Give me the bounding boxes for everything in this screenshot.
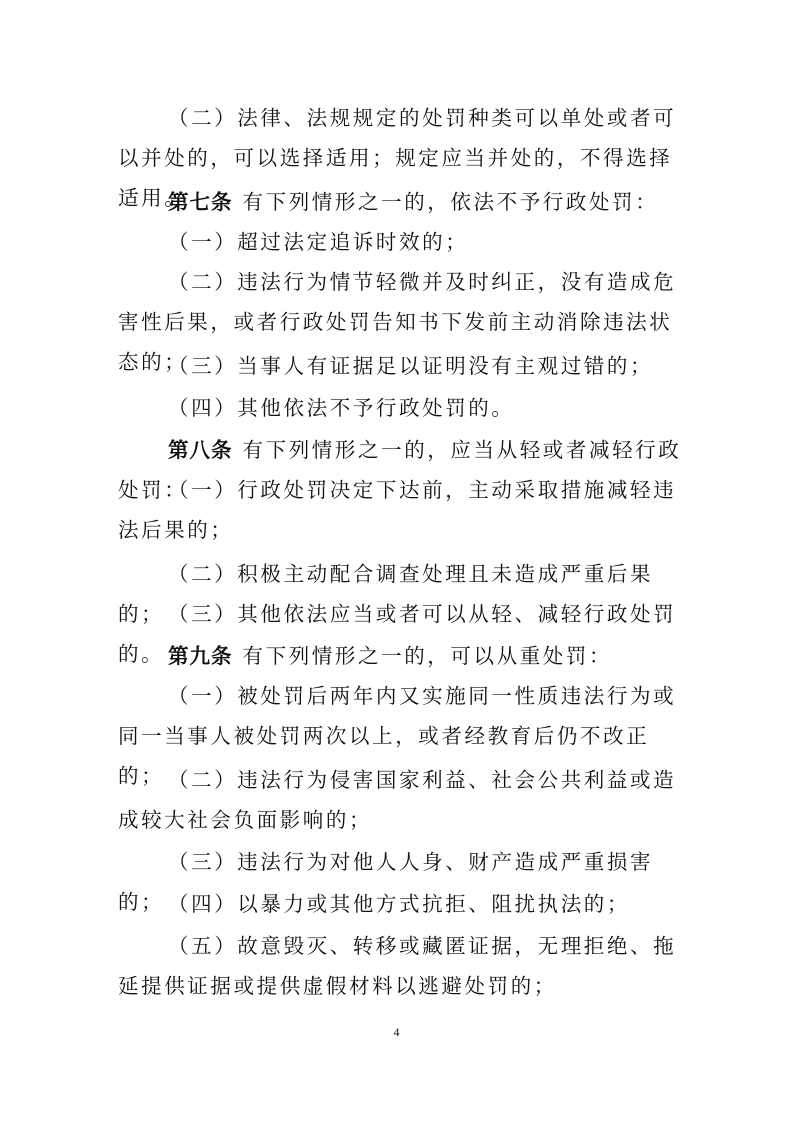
paragraph-text: （四）以暴力或其他方式抗拒、阻扰执法的； xyxy=(168,892,630,916)
article-7-item-4 xyxy=(118,388,690,428)
article-9-item-5 xyxy=(118,926,690,1006)
article-7-item-3 xyxy=(118,346,690,386)
paragraph-text: （一）行政处罚决定下达前，主动采取措施减轻违法后果的； xyxy=(118,478,677,542)
article-7-heading xyxy=(118,182,690,222)
paragraph-text: （五）故意毁灭、转移或藏匿证据，无理拒绝、拖延提供证据或提供虚假材料以逃避处罚的； xyxy=(118,934,677,998)
paragraph-text: （四）其他依法不予行政处罚的。 xyxy=(168,396,515,420)
paragraph-text: （二）违法行为情节轻微并及时纠正，没有造成危害性后果，或者行政处罚告知书下发前主动消除违法状态的； xyxy=(118,270,677,374)
paragraph-text: （一）被处罚后两年内又实施同一性质违法行为或同一当事人被处罚两次以上，或者经教育后仍不改正的； xyxy=(118,684,677,788)
paragraph-text: 有下列情形之一的，可以从重处罚： xyxy=(242,644,613,668)
paragraph-text: （三）其他依法应当或者可以从轻、减轻行政处罚的。 xyxy=(118,602,677,666)
article-8-item-1 xyxy=(118,470,690,550)
article-7-item-1 xyxy=(118,222,690,262)
paragraph-text: （三）违法行为对他人人身、财产造成严重损害的； xyxy=(118,850,654,914)
article-9-item-4 xyxy=(118,884,690,924)
paragraph-text: 有下列情形之一的，应当从轻或者减轻行政处罚： xyxy=(118,438,682,502)
page-number: 4 xyxy=(393,1025,400,1039)
article-9-item-2 xyxy=(118,760,690,840)
paragraph-text: （三）当事人有证据足以证明没有主观过错的； xyxy=(168,354,654,378)
article-number: 第九条 xyxy=(168,644,233,668)
paragraph-text: 有下列情形之一的，依法不予行政处罚： xyxy=(242,190,659,214)
article-number: 第七条 xyxy=(168,190,233,214)
paragraph-text: （二）违法行为侵害国家利益、社会公共利益或造成较大社会负面影响的； xyxy=(118,768,677,832)
paragraph-text: （二）积极主动配合调查处理且未造成严重后果的； xyxy=(118,562,654,626)
article-number: 第八条 xyxy=(168,438,233,462)
paragraph-text: （二）法律、法规规定的处罚种类可以单处或者可以并处的，可以选择适用；规定应当并处的，不得选择适用。 xyxy=(118,106,677,210)
article-9-heading xyxy=(118,636,690,676)
paragraph-text: （一）超过法定追诉时效的； xyxy=(168,230,469,254)
